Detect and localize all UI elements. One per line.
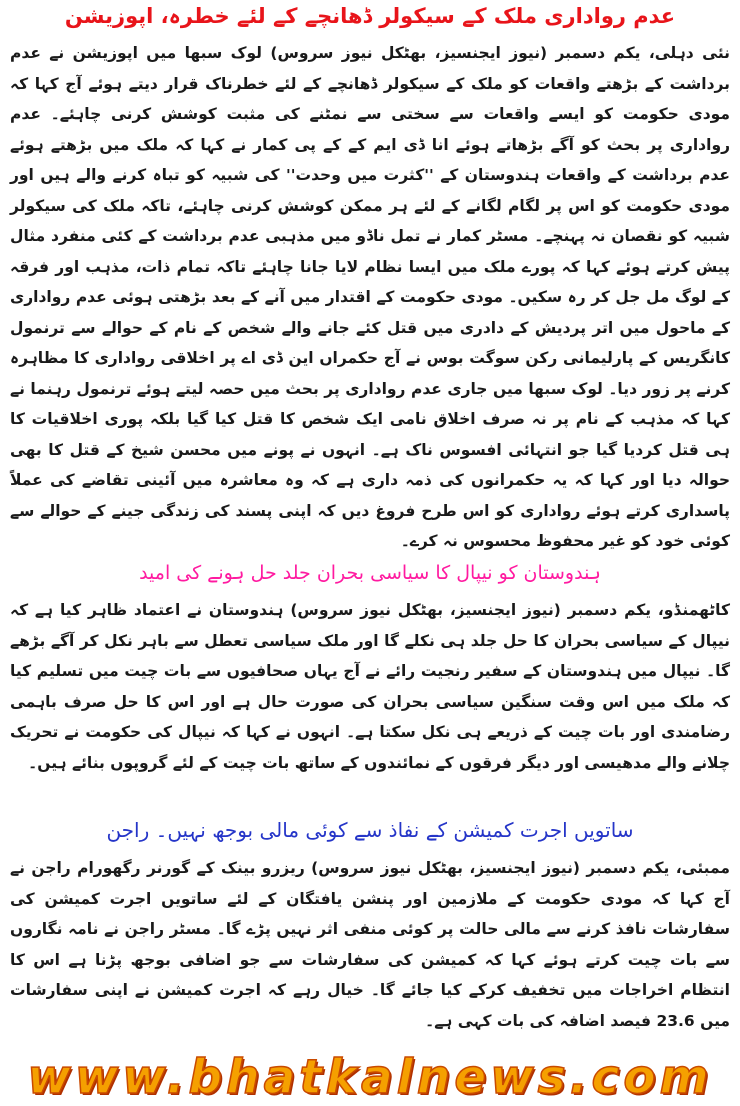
headline-nepal: ہندوستان کو نیپال کا سیاسی بحران جلد حل ہونے کی امید bbox=[139, 562, 601, 584]
footer-banner bbox=[0, 1048, 740, 1106]
headline-intolerance: عدم رواداری ملک کے سیکولر ڈھانچے کے لئے خطرہ، اپوزیشن bbox=[64, 4, 676, 28]
website-url[interactable]: www.bhatkalnews.com bbox=[27, 1050, 713, 1105]
headline-pay-commission: ساتویں اجرت کمیشن کے نفاذ سے کوئی مالی بوجھ نہیں۔ راجن bbox=[106, 818, 634, 842]
article-intolerance: نئی دہلی، یکم دسمبر (نیوز ایجنسیز، بھٹکل نیوز سروس) لوک سبھا میں اپوزیشن نے عدم برداشت کے بڑھتے واقعات کو ملک کے سیکولر ڈھانچے کے لئے خطرناک قرار دیتے ہوئے آج کہا کہ مودی حکومت کو ایسے واقعات سے سختی سے نمٹنے کی مثبت کوشش کرنی چاہئے۔ عدم رواداری پر بحث کو آگے بڑھاتے ہوئے انا ڈی ایم کے کے پی کمار نے کہا کہ ملک میں بڑھتے ہوئے عدم برداشت کے واقعات ہندوستان کے ''کثرت میں وحدت'' کی شبیہ کو تباہ کرنے والے ہیں اور مودی حکومت کو اس پر لگام لگانے کے لئے ہر ممکن کوشش کرنی چاہئے، تاکہ ملک کی سیکولر شبیہ کو نقصان نہ پہنچے۔ مسٹر کمار نے تمل ناڈو میں مذہبی عدم برداشت کے کئی منفرد مثال پیش کرتے ہوئے کہا کہ پورے ملک میں ایسا نظام لایا جانا چاہئے تاکہ تمام ذات، مذہب اور فرقہ کے لوگ مل جل کر رہ سکیں۔ مودی حکومت کے اقتدار میں آنے کے بعد بڑھتی ہوئی عدم رواداری کے ماحول میں اتر پردیش کے دادری میں قتل کئے جانے والے شخص کے نام کے حوالے سے ترنمول کانگریس کے پارلیمانی رکن سوگت بوس نے آج حکمراں این ڈی اے پر اخلاقی رواداری کا مظاہرہ کرنے پر زور دیا۔ لوک سبھا میں جاری عدم رواداری پر بحث میں حصہ لیتے ہوئے ترنمول رہنما نے کہا کہ مذہب کے نام پر نہ صرف اخلاق نامی ایک شخص کا قتل کیا گیا بلکہ پوری اخلاقیات کا ہی قتل کردیا گیا جو انتہائی افسوس ناک ہے۔ انہوں نے پونے میں محسن شیخ کے قتل کا بھی حوالہ دیا اور کہا کہ یہ حکمرانوں کی ذمہ داری ہے کہ وہ معاشرہ میں آئینی تقاضے کی عملاً پاسداری کرتے ہوئے رواداری کو اس طرح فروغ دیں کہ اپنی پسند کی زندگی جینے کے حوالے سے کوئی خود کو غیر محفوظ محسوس نہ کرے۔ bbox=[10, 44, 730, 550]
article-nepal: کاٹھمنڈو، یکم دسمبر (نیوز ایجنسیز، بھٹکل نیوز سروس) ہندوستان نے اعتماد ظاہر کیا ہے کہ نیپال کے سیاسی بحران کا حل جلد ہی نکلے گا اور ملک سیاسی تعطل سے باہر نکل کر آگے بڑھے گا۔ نیپال میں ہندوستان کے سفیر رنجیت رائے نے آج یہاں صحافیوں سے بات چیت میں تسلیم کیا کہ ملک میں اس وقت سنگین سیاسی بحران کی صورت حال ہے اور اس کا حل صرف باہمی رضامندی اور بات چیت کے ذریعے ہی نکل سکتا ہے۔ انہوں نے کہا کہ نیپال کی حکومت نے تحریک چلانے والے مدھیسی اور دیگر فرقوں کے نمائندوں کے ساتھ بات چیت کے لئے گروپوں بنائے ہیں۔ bbox=[10, 601, 730, 772]
article-pay-commission: ممبئی، یکم دسمبر (نیوز ایجنسیز، بھٹکل نیوز سروس) ریزرو بینک کے گورنر رگھورام راجن نے آج کہا کہ مودی حکومت کے ملازمین اور پنشن یافتگان کے لئے ساتویں اجرت کمیشن کی سفارشات نافذ کرنے سے مالی حالت پر کوئی منفی اثر نہیں پڑے گا۔ مسٹر راجن نے نامہ نگاروں سے بات چیت کرتے ہوئے کہا کہ کمیشن کی سفارشات سے جو اضافی بوجھ پڑنا ہے اس کا انتظام اخراجات میں تخفیف کرکے کیا جائے گا۔ خیال رہے کہ اجرت کمیشن نے اپنی سفارشات میں 23.6 فیصد اضافہ کی بات کہی ہے۔ bbox=[10, 859, 730, 1030]
